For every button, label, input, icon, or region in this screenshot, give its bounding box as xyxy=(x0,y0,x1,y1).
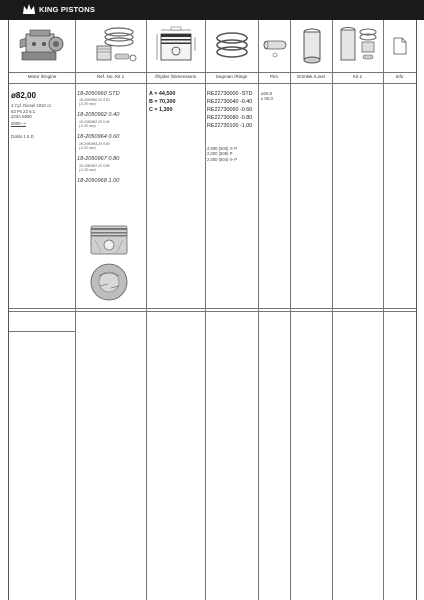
engine-spec-1: 4 Cyl. Diesel 1910 cc xyxy=(11,103,52,108)
ref-std-sub: 18-2050960-20 STD xyxy=(79,98,110,102)
pin-diameter: ø26,0 xyxy=(261,91,273,96)
ring-std: RE22730000 -STD xyxy=(207,91,253,97)
dimension-b: B = 70,300 xyxy=(149,99,176,105)
piston-pin-icon xyxy=(261,31,289,61)
ref-060-sub2: (-0.20 mm) xyxy=(79,146,96,150)
ref-060-sub: 18-2050964-20 0.60 xyxy=(79,142,110,146)
top-bar xyxy=(0,0,424,20)
engine-year: 2000--> xyxy=(11,121,26,126)
dimension-a: A = 44,500 xyxy=(149,91,176,97)
liner-image xyxy=(292,22,331,70)
crown-logo-icon xyxy=(22,3,36,16)
ring-080: RE22730080 -0.80 xyxy=(207,115,253,121)
brand-name: KING PISTONS xyxy=(39,5,96,14)
engine-spec-2: 63 Ps 22 6:1 xyxy=(11,108,36,114)
piston-kit-icon xyxy=(81,24,141,68)
header-olculer: Ölçüler /Dimensions xyxy=(154,74,197,79)
header-segman: Segman /Rings xyxy=(215,74,248,79)
ref-080: 18-2050967 0.80 xyxy=(77,156,120,162)
ring-spec-3: 2,000 (604) ⟳ P xyxy=(207,156,238,162)
bore-size: ø82,00 xyxy=(11,91,36,100)
kit2-image xyxy=(334,22,382,70)
ref-080-sub: 18-2050967-20 0.80 xyxy=(79,164,110,168)
header-kit2: Kit 2 xyxy=(352,74,363,79)
engine-block-icon xyxy=(16,26,70,66)
header-gomlek: Gömlek /Liner xyxy=(296,74,326,79)
ring-100: RE22730100 -1.00 xyxy=(207,123,253,129)
brand-logo xyxy=(22,3,95,16)
kit-image xyxy=(77,22,145,70)
ref-100: 18-2050968 1.00 xyxy=(77,178,120,184)
ref-080-sub2: (-0.20 mm) xyxy=(79,168,96,172)
ring-040: RE22730040 -0.40 xyxy=(207,99,253,105)
engine-model: Doblo 1.9 D xyxy=(11,134,34,139)
engine-spec-3: 223A.6000 xyxy=(11,114,32,120)
catalog-table xyxy=(8,20,417,600)
piston-side-icon xyxy=(87,224,131,258)
rings-image xyxy=(207,22,257,70)
info-image xyxy=(385,22,415,70)
dimension-drawing xyxy=(148,22,204,70)
piston-dimension-icon xyxy=(149,24,203,68)
cylinder-liner-icon xyxy=(299,26,325,66)
piston-crown-icon xyxy=(89,262,129,302)
header-ref: Ref. No. Kit 1 xyxy=(96,74,125,79)
liner-kit-icon xyxy=(336,24,380,68)
ref-040: 18-2050962 0.40 xyxy=(77,112,120,118)
pin-length: x 65,0 xyxy=(261,96,273,102)
ref-std-sub2: (-0.20 mm) xyxy=(79,102,96,106)
header-pim: Pim xyxy=(270,74,278,79)
ref-040-sub2: (-0.20 mm) xyxy=(79,124,96,128)
ref-040-sub: 18-2050962-20 0.40 xyxy=(79,120,110,124)
ref-060: 18-2050964 0.60 xyxy=(77,134,120,140)
ring-spec-1: 2,000 (500) ⟳ P xyxy=(207,146,238,151)
header-motor: Motor /Engine xyxy=(27,74,57,79)
pin-image xyxy=(260,22,289,70)
piston-rings-icon xyxy=(210,26,254,66)
engine-image xyxy=(13,22,73,70)
ring-spec-2: 2,000 (508) P xyxy=(207,151,233,157)
document-icon xyxy=(393,37,407,55)
dimension-c: C = 1,300 xyxy=(149,107,173,113)
ring-060: RE22730060 -0.60 xyxy=(207,107,253,113)
header-info: Info xyxy=(395,74,404,79)
ref-std: 18-2050960 STD xyxy=(77,91,120,97)
